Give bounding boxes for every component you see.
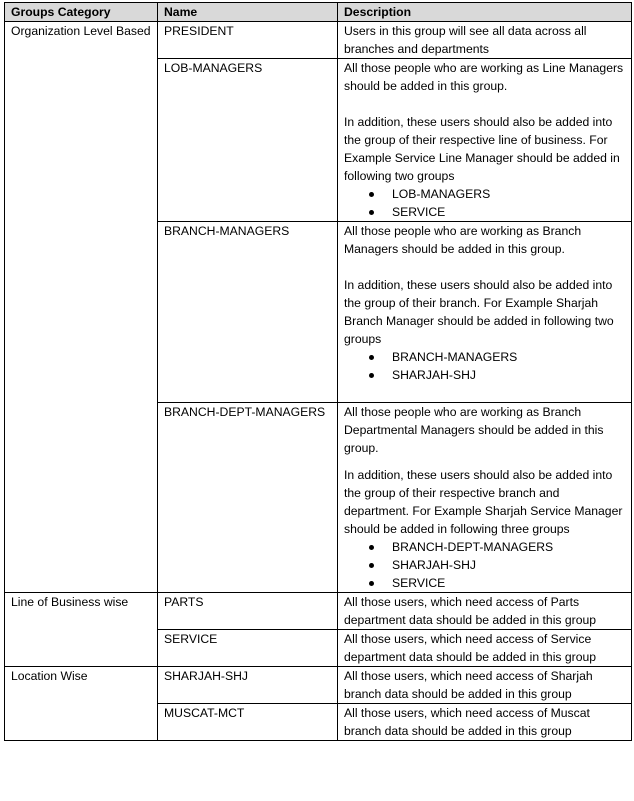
bullet-item: [392, 348, 626, 366]
bullet-icon: [369, 192, 374, 197]
description-text: In addition, these users should also be added into the group of their respective line of business. For Example Service Line Manager should be added in following two groups: [344, 115, 620, 183]
bullet-list: [344, 185, 626, 221]
description-cell: [338, 593, 632, 630]
header-name: Name: [158, 3, 338, 22]
description-cell: [338, 403, 632, 593]
bullet-item: [392, 538, 626, 556]
bullet-text: SERVICE: [392, 205, 446, 219]
bullet-text: SERVICE: [392, 576, 446, 590]
description-text: All those users, which need access of Muscat branch data should be added in this group: [344, 706, 590, 738]
bullet-item: [392, 185, 626, 203]
group-name-cell: SHARJAH-SHJ: [158, 667, 338, 704]
group-name-cell: BRANCH-MANAGERS: [158, 222, 338, 403]
category-cell: Line of Business wise: [5, 593, 158, 667]
group-name-cell: SERVICE: [158, 630, 338, 667]
description-text: All those people who are working as Line Managers should be added in this group.: [344, 61, 624, 93]
bullet-item: [392, 203, 626, 221]
description-text: In addition, these users should also be added into the group of their branch. For Example Sharjah Branch Manager should be added in following two groups: [344, 278, 614, 346]
bullet-icon: [369, 545, 374, 550]
header-groups-category: Groups Category: [5, 3, 158, 22]
description-text: All those people who are working as Branch Departmental Managers should be added in this group.: [344, 405, 604, 455]
group-name-cell: BRANCH-DEPT-MANAGERS: [158, 403, 338, 593]
group-name-cell: PARTS: [158, 593, 338, 630]
description-text: In addition, these users should also be added into the group of their respective branch and department. For Example Sharjah Service Manager should be added in following three groups: [344, 468, 623, 536]
description-text: All those users, which need access of Sharjah branch data should be added in this group: [344, 669, 593, 701]
header-row: [5, 3, 632, 22]
description-cell: [338, 59, 632, 222]
description-cell: [338, 22, 632, 59]
group-name-cell: PRESIDENT: [158, 22, 338, 59]
category-cell: Organization Level Based: [5, 22, 158, 593]
description-text: Users in this group will see all data across all branches and departments: [344, 24, 587, 56]
table-row: [5, 667, 632, 704]
description-cell: [338, 704, 632, 741]
description-text: All those people who are working as Branch Managers should be added in this group.: [344, 224, 582, 256]
spacer: [344, 384, 626, 402]
description-cell: [338, 630, 632, 667]
table-row: [5, 22, 632, 59]
bullet-text: BRANCH-DEPT-MANAGERS: [392, 540, 554, 554]
description-text: All those users, which need access of Parts department data should be added in this group: [344, 595, 597, 627]
bullet-list: [344, 538, 626, 592]
description-cell: [338, 667, 632, 704]
description-cell: [338, 222, 632, 403]
bullet-list: [344, 348, 626, 384]
bullet-item: [392, 556, 626, 574]
category-cell: Location Wise: [5, 667, 158, 741]
bullet-icon: [369, 563, 374, 568]
bullet-text: BRANCH-MANAGERS: [392, 350, 518, 364]
group-name-cell: LOB-MANAGERS: [158, 59, 338, 222]
table-row: [5, 593, 632, 630]
description-text: All those users, which need access of Service department data should be added in this group: [344, 632, 597, 664]
bullet-icon: [369, 210, 374, 215]
bullet-icon: [369, 355, 374, 360]
group-name-cell: MUSCAT-MCT: [158, 704, 338, 741]
bullet-icon: [369, 373, 374, 378]
bullet-text: SHARJAH-SHJ: [392, 368, 476, 382]
bullet-icon: [369, 581, 374, 586]
bullet-item: [392, 574, 626, 592]
header-description: Description: [338, 3, 632, 22]
groups-table: [4, 2, 632, 741]
bullet-text: LOB-MANAGERS: [392, 187, 491, 201]
table-body: [5, 22, 632, 741]
bullet-text: SHARJAH-SHJ: [392, 558, 476, 572]
bullet-item: [392, 366, 626, 384]
